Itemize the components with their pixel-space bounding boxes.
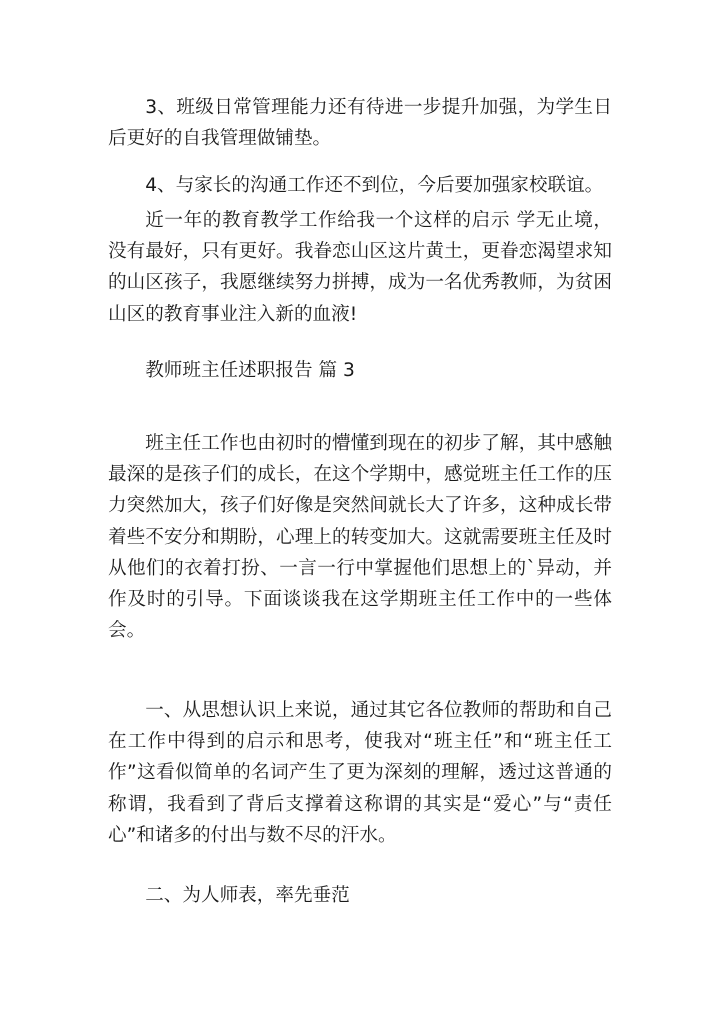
paragraph-ideological-understanding: 一、从思想认识上来说，通过其它各位教师的帮助和自己在工作中得到的启示和思考，使我对“班主任”和“班主任工作”这看似简单的名词产生了更为深刻的理解，透过这普通的称谓，我看到了背后支撑着这称谓的其实是“爱心”与“责任心”和诸多的付出与数不尽的汗水。: [108, 700, 612, 846]
section-heading-part-3: 教师班主任述职报告 篇 3: [145, 360, 355, 381]
paragraph-role-model: 二、为人师表，率先垂范: [145, 885, 350, 906]
paragraph-class-teacher-work: 班主任工作也由初时的懵懂到现在的初步了解，其中感触最深的是孩子们的成长，在这个学期中，感觉班主任工作的压力突然加大，孩子们好像是突然间就长大了许多，这种成长带着些不安分和期盼，心理上的转变加大。这就需要班主任及时从他们的衣着打扮、一言一行中掌握他们思想上的`异动，并作及时的引导。下面谈谈我在这学期班主任工作中的一些体会。: [108, 433, 612, 642]
paragraph-class-management: 3、班级日常管理能力还有待进一步提升加强，为学生日后更好的自我管理做铺垫。: [108, 97, 612, 150]
paragraph-parent-communication: 4、与家长的沟通工作还不到位，今后要加强家校联谊。: [145, 175, 604, 196]
paragraph-teaching-insight: 近一年的教育教学工作给我一个这样的启示 学无止境，没有最好，只有更好。我眷恋山区这片黄土，更眷恋渴望求知的山区孩子，我愿继续努力拼搏，成为一名优秀教师，为贫困山区的教育事业注入新的血液!: [108, 210, 612, 325]
